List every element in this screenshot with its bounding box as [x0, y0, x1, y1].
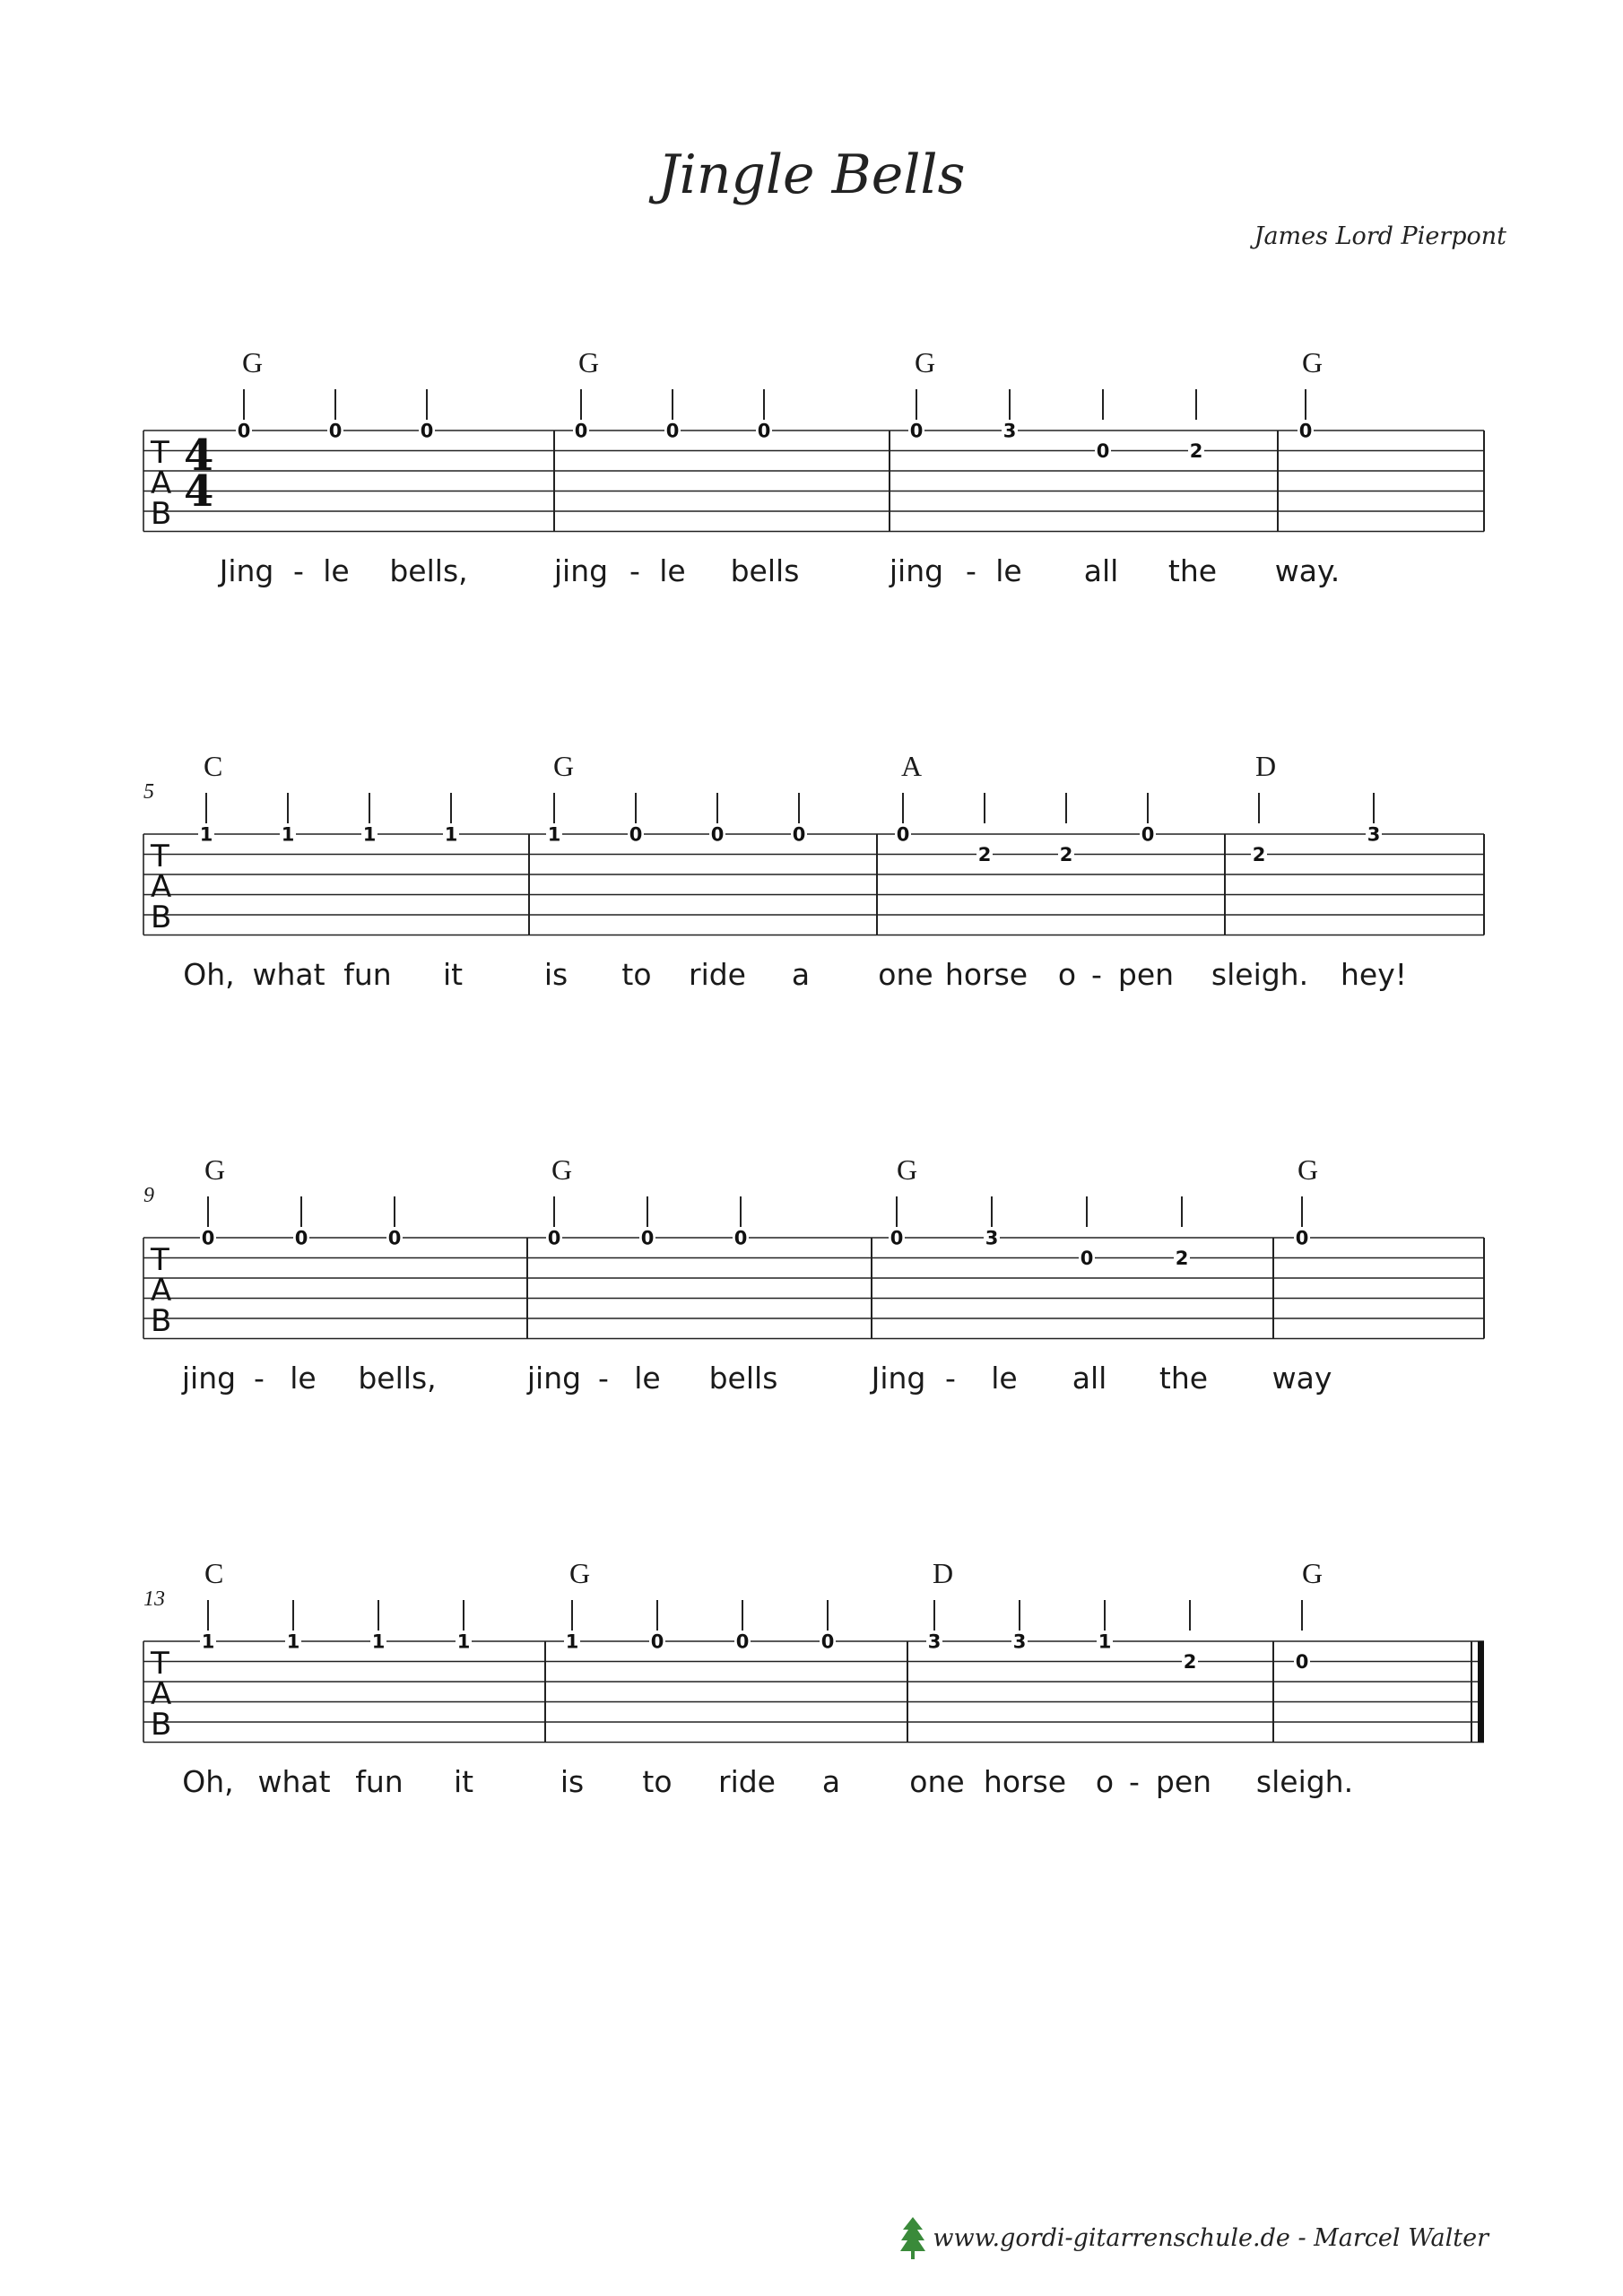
- tab-system-svg: [0, 744, 1623, 1031]
- footer: [900, 2215, 1488, 2260]
- lyric-syllable: is: [560, 1764, 585, 1799]
- fret-number: 0: [792, 823, 806, 846]
- fret-number: 1: [201, 1631, 215, 1653]
- footer-text: www.gordi-gitarrenschule.de - Marcel Walter: [933, 2223, 1488, 2252]
- lyric-hyphen: -: [1129, 1764, 1140, 1799]
- fret-number: 1: [1098, 1631, 1112, 1653]
- lyric-syllable: horse: [944, 957, 1028, 992]
- tab-system: [0, 1552, 1623, 1839]
- fret-number: 0: [201, 1227, 215, 1249]
- chord-symbol: C: [204, 1557, 224, 1589]
- tab-clef-letter: B: [151, 1303, 172, 1339]
- fret-number: 0: [574, 420, 588, 442]
- fret-number: 0: [733, 1227, 748, 1249]
- lyric-syllable: horse: [983, 1764, 1067, 1799]
- fret-number: 1: [281, 823, 295, 846]
- fret-number: 1: [547, 823, 561, 846]
- fret-number: 0: [757, 420, 771, 442]
- fret-number: 1: [565, 1631, 579, 1653]
- tab-clef-letter: A: [151, 465, 172, 501]
- lyric-syllable: bells: [708, 1361, 778, 1396]
- tab-system: [0, 744, 1623, 1031]
- chord-symbol: G: [569, 1557, 591, 1589]
- lyric-syllable: a: [791, 957, 811, 992]
- lyric-syllable: bells: [730, 553, 800, 588]
- fret-number: 2: [1175, 1248, 1189, 1269]
- lyric-syllable: what: [257, 1764, 331, 1799]
- fret-number: 0: [909, 420, 924, 442]
- fret-number: 0: [896, 823, 910, 846]
- tab-clef-letter: B: [151, 496, 172, 532]
- final-barline-thick: [1478, 1641, 1484, 1743]
- chord-symbol: G: [578, 346, 600, 378]
- lyric-syllable: a: [821, 1764, 841, 1799]
- composer-name: James Lord Pierpont: [1254, 222, 1506, 250]
- fret-number: 1: [199, 823, 213, 846]
- lyric-syllable: jing: [526, 1361, 582, 1396]
- lyric-syllable: hey!: [1341, 957, 1407, 992]
- measure-number: 5: [143, 780, 154, 804]
- song-title: Jingle Bells: [657, 144, 966, 206]
- tab-clef-letter: B: [151, 900, 172, 935]
- chord-symbol: G: [1302, 346, 1324, 378]
- lyric-syllable: what: [252, 957, 325, 992]
- lyric-syllable: way: [1271, 1361, 1332, 1396]
- fret-number: 1: [286, 1631, 300, 1653]
- tab-clef-letter: T: [151, 839, 169, 874]
- lyric-syllable: all: [1083, 553, 1119, 588]
- chord-symbol: C: [204, 750, 223, 782]
- fret-number: 2: [977, 844, 992, 865]
- fret-number: 1: [362, 823, 377, 846]
- lyric-syllable: jing: [889, 553, 944, 588]
- lyric-syllable: bells,: [389, 553, 468, 588]
- fret-number: 0: [629, 823, 643, 846]
- lyric-hyphen: -: [966, 553, 976, 588]
- lyric-syllable: le: [991, 1361, 1018, 1396]
- lyric-syllable: Oh,: [182, 1764, 234, 1799]
- lyric-syllable: is: [543, 957, 568, 992]
- tab-system-svg: [0, 1148, 1623, 1435]
- lyric-syllable: one: [909, 1764, 965, 1799]
- fret-number: 0: [1295, 1227, 1309, 1249]
- lyric-syllable: sleigh.: [1255, 1764, 1354, 1799]
- lyric-syllable: pen: [1155, 1764, 1212, 1799]
- lyric-syllable: sleigh.: [1211, 957, 1309, 992]
- fret-number: 0: [820, 1631, 835, 1653]
- chord-symbol: D: [933, 1557, 954, 1589]
- tab-clef-letter: A: [151, 1273, 172, 1309]
- fret-number: 3: [985, 1227, 999, 1249]
- lyric-syllable: it: [453, 1764, 474, 1799]
- fret-number: 2: [1252, 844, 1266, 865]
- fret-number: 0: [547, 1227, 561, 1249]
- fret-number: 0: [1298, 420, 1313, 442]
- lyric-syllable: one: [878, 957, 933, 992]
- lyric-syllable: Jing: [871, 1361, 926, 1396]
- fret-number: 0: [328, 420, 343, 442]
- lyric-syllable: le: [659, 553, 686, 588]
- lyric-syllable: le: [290, 1361, 317, 1396]
- lyric-syllable: o: [1095, 1764, 1115, 1799]
- tab-clef-letter: T: [151, 435, 169, 471]
- fret-number: 0: [237, 420, 251, 442]
- chord-symbol: G: [553, 750, 575, 782]
- fret-number: 1: [456, 1631, 471, 1653]
- lyric-syllable: way.: [1274, 553, 1341, 588]
- lyric-hyphen: -: [945, 1361, 956, 1396]
- fret-number: 2: [1189, 440, 1203, 462]
- lyric-syllable: ride: [689, 957, 746, 992]
- chord-symbol: D: [1255, 750, 1277, 782]
- tab-clef-letter: T: [151, 1242, 169, 1278]
- fret-number: 0: [1080, 1248, 1094, 1269]
- lyric-syllable: to: [621, 957, 652, 992]
- measure-number: 13: [143, 1587, 165, 1611]
- chord-symbol: A: [901, 750, 923, 782]
- lyric-syllable: fun: [343, 957, 392, 992]
- chord-symbol: G: [204, 1153, 226, 1186]
- lyric-syllable: le: [995, 553, 1022, 588]
- fret-number: 0: [1096, 440, 1110, 462]
- tab-system: [0, 341, 1623, 628]
- lyric-syllable: jing: [553, 553, 609, 588]
- lyric-syllable: the: [1167, 553, 1218, 588]
- fret-number: 0: [710, 823, 725, 846]
- lyric-syllable: Jing: [219, 553, 274, 588]
- fret-number: 0: [1141, 823, 1155, 846]
- lyric-syllable: ride: [718, 1764, 776, 1799]
- lyric-hyphen: -: [293, 553, 304, 588]
- fret-number: 0: [735, 1631, 750, 1653]
- fret-number: 0: [665, 420, 680, 442]
- tab-clef-letter: A: [151, 869, 172, 905]
- fret-number: 1: [371, 1631, 386, 1653]
- fret-number: 3: [927, 1631, 942, 1653]
- lyric-hyphen: -: [598, 1361, 609, 1396]
- tab-system-svg: [0, 1552, 1623, 1839]
- lyric-syllable: le: [323, 553, 350, 588]
- fret-number: 0: [420, 420, 434, 442]
- lyric-syllable: Oh,: [183, 957, 235, 992]
- tab-clef-letter: B: [151, 1707, 172, 1743]
- time-signature-bottom: 4: [184, 466, 214, 517]
- fret-number: 0: [387, 1227, 402, 1249]
- chord-symbol: G: [551, 1153, 573, 1186]
- lyric-syllable: the: [1159, 1361, 1209, 1396]
- fret-number: 0: [650, 1631, 664, 1653]
- lyric-syllable: pen: [1117, 957, 1175, 992]
- chord-symbol: G: [1302, 1557, 1324, 1589]
- fret-number: 2: [1183, 1651, 1197, 1673]
- fret-number: 0: [1295, 1651, 1309, 1673]
- time-signature-top: 4: [184, 430, 214, 481]
- lyric-syllable: all: [1072, 1361, 1107, 1396]
- lyric-syllable: o: [1057, 957, 1077, 992]
- chord-symbol: G: [242, 346, 264, 378]
- chord-symbol: G: [897, 1153, 918, 1186]
- fret-number: 1: [444, 823, 458, 846]
- lyric-hyphen: -: [1091, 957, 1102, 992]
- lyric-syllable: jing: [181, 1361, 237, 1396]
- fret-number: 0: [640, 1227, 655, 1249]
- measure-number: 9: [143, 1184, 154, 1207]
- fret-number: 3: [1002, 420, 1017, 442]
- tree-icon: [900, 2215, 925, 2260]
- fret-number: 3: [1012, 1631, 1027, 1653]
- chord-symbol: G: [1298, 1153, 1319, 1186]
- lyric-syllable: it: [442, 957, 464, 992]
- tab-clef-letter: T: [151, 1646, 169, 1682]
- lyric-syllable: bells,: [358, 1361, 437, 1396]
- lyric-hyphen: -: [254, 1361, 265, 1396]
- lyric-syllable: le: [634, 1361, 661, 1396]
- lyric-syllable: to: [642, 1764, 673, 1799]
- fret-number: 0: [294, 1227, 308, 1249]
- tab-system: [0, 1148, 1623, 1435]
- tab-clef-letter: A: [151, 1676, 172, 1712]
- lyric-hyphen: -: [629, 553, 640, 588]
- fret-number: 2: [1059, 844, 1073, 865]
- fret-number: 0: [890, 1227, 904, 1249]
- fret-number: 3: [1367, 823, 1381, 846]
- lyric-syllable: fun: [355, 1764, 404, 1799]
- chord-symbol: G: [915, 346, 936, 378]
- tab-system-svg: [0, 341, 1623, 628]
